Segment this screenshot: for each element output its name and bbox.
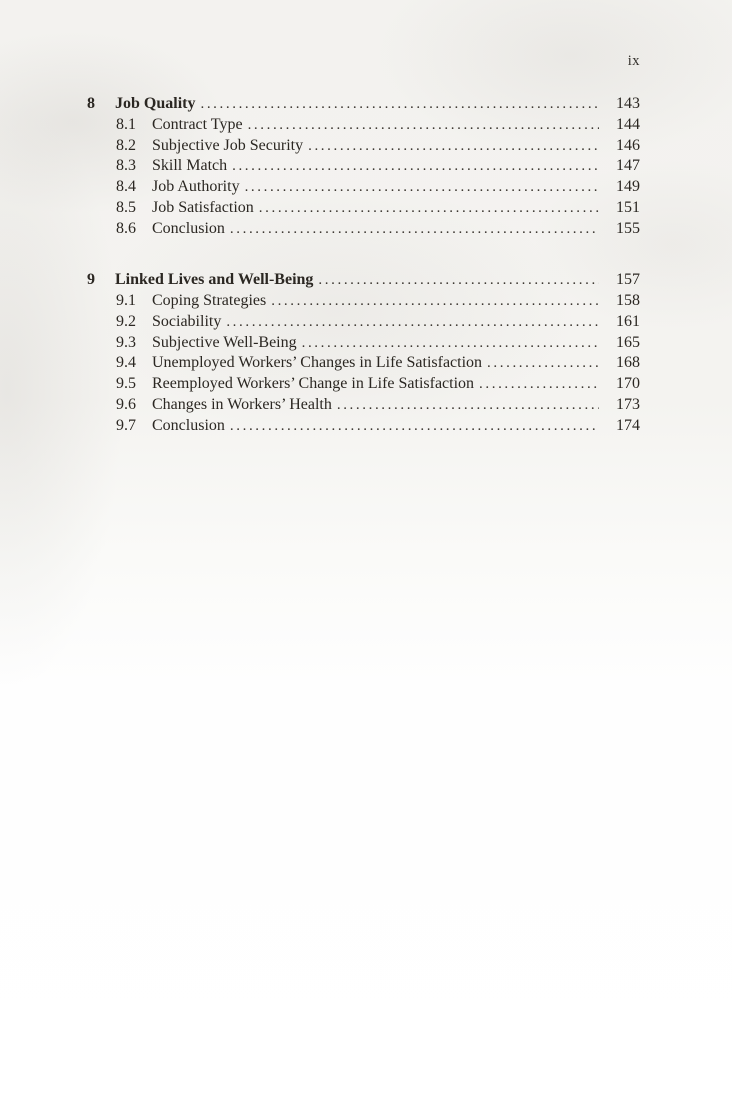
section-number: 9.3 <box>116 333 136 351</box>
page-number: 170 <box>616 375 640 392</box>
page-number: 146 <box>616 136 640 154</box>
section-title: Job Authority <box>152 178 240 195</box>
dot-leader <box>318 270 599 291</box>
section-number: 9.7 <box>116 416 136 434</box>
dot-leader <box>245 177 599 198</box>
toc-section-entry <box>87 312 640 333</box>
dot-leader <box>226 312 599 333</box>
dot-leader <box>308 136 599 157</box>
chapter-title: Linked Lives and Well-Being <box>115 271 314 289</box>
section-title: Conclusion <box>152 219 225 237</box>
page-number: 157 <box>616 271 640 289</box>
page-number: 173 <box>616 395 640 413</box>
toc-section-entry <box>87 416 640 437</box>
page-number: 144 <box>616 115 640 133</box>
toc-section-entry <box>87 198 640 219</box>
toc-section-entry <box>87 333 640 354</box>
page-number: 143 <box>616 95 640 112</box>
section-title: Changes in Workers’ Health <box>152 395 332 413</box>
dot-leader <box>487 353 599 374</box>
section-number: 8.3 <box>116 157 136 175</box>
dot-leader <box>259 198 599 219</box>
section-number: 9.4 <box>116 354 136 372</box>
section-number: 9.6 <box>116 395 136 413</box>
section-title: Subjective Job Security <box>152 136 304 154</box>
dot-leader <box>230 219 599 240</box>
chapter-title: Job Quality <box>115 95 196 112</box>
page-number: 149 <box>616 178 640 195</box>
section-title: Unemployed Workers’ Changes in Life Satisfaction <box>152 354 483 372</box>
dot-leader <box>271 291 599 312</box>
section-number: 8.1 <box>116 115 136 133</box>
dot-leader <box>337 395 599 416</box>
dot-leader <box>248 115 599 136</box>
page-folio: ix <box>627 53 640 69</box>
page-number: 168 <box>616 354 640 372</box>
toc-section-entry <box>87 156 640 177</box>
section-title: Job Satisfaction <box>152 198 254 216</box>
toc-section-entry <box>87 177 640 198</box>
page-number: 174 <box>616 416 640 434</box>
dot-leader <box>200 94 599 115</box>
toc-section-entry <box>87 353 640 374</box>
toc-section-entry <box>87 136 640 157</box>
section-title: Conclusion <box>152 416 225 434</box>
toc-section-entry <box>87 374 640 395</box>
section-number: 8.6 <box>116 219 136 237</box>
dot-leader <box>479 374 599 395</box>
toc-section-entry <box>87 115 640 136</box>
page-number: 165 <box>616 333 640 351</box>
section-number: 9.2 <box>116 312 136 330</box>
section-number: 8.4 <box>116 178 136 195</box>
section-title: Skill Match <box>152 157 228 175</box>
section-number: 9.1 <box>116 292 136 309</box>
dot-leader <box>230 416 599 437</box>
toc-section-entry <box>87 291 640 312</box>
toc-section-entry <box>87 395 640 416</box>
section-number: 9.5 <box>116 375 136 392</box>
chapter-number: 9 <box>87 271 95 289</box>
section-title: Coping Strategies <box>152 292 267 309</box>
chapter-number: 8 <box>87 95 95 112</box>
page-number: 155 <box>616 219 640 237</box>
section-title: Subjective Well-Being <box>152 333 297 351</box>
page-number: 158 <box>616 292 640 309</box>
table-of-contents <box>87 94 640 436</box>
toc-chapter-entry <box>87 94 640 115</box>
section-title: Contract Type <box>152 115 243 133</box>
dot-leader <box>232 156 599 177</box>
section-number: 8.2 <box>116 136 136 154</box>
section-title: Sociability <box>152 312 222 330</box>
section-title: Reemployed Workers’ Change in Life Satisfaction <box>152 375 475 392</box>
toc-section-entry <box>87 219 640 240</box>
dot-leader <box>302 333 599 354</box>
section-number: 8.5 <box>116 198 136 216</box>
page-number: 161 <box>616 312 640 330</box>
toc-chapter-entry <box>87 270 640 291</box>
page-number: 147 <box>616 157 640 175</box>
page-number: 151 <box>616 198 640 216</box>
